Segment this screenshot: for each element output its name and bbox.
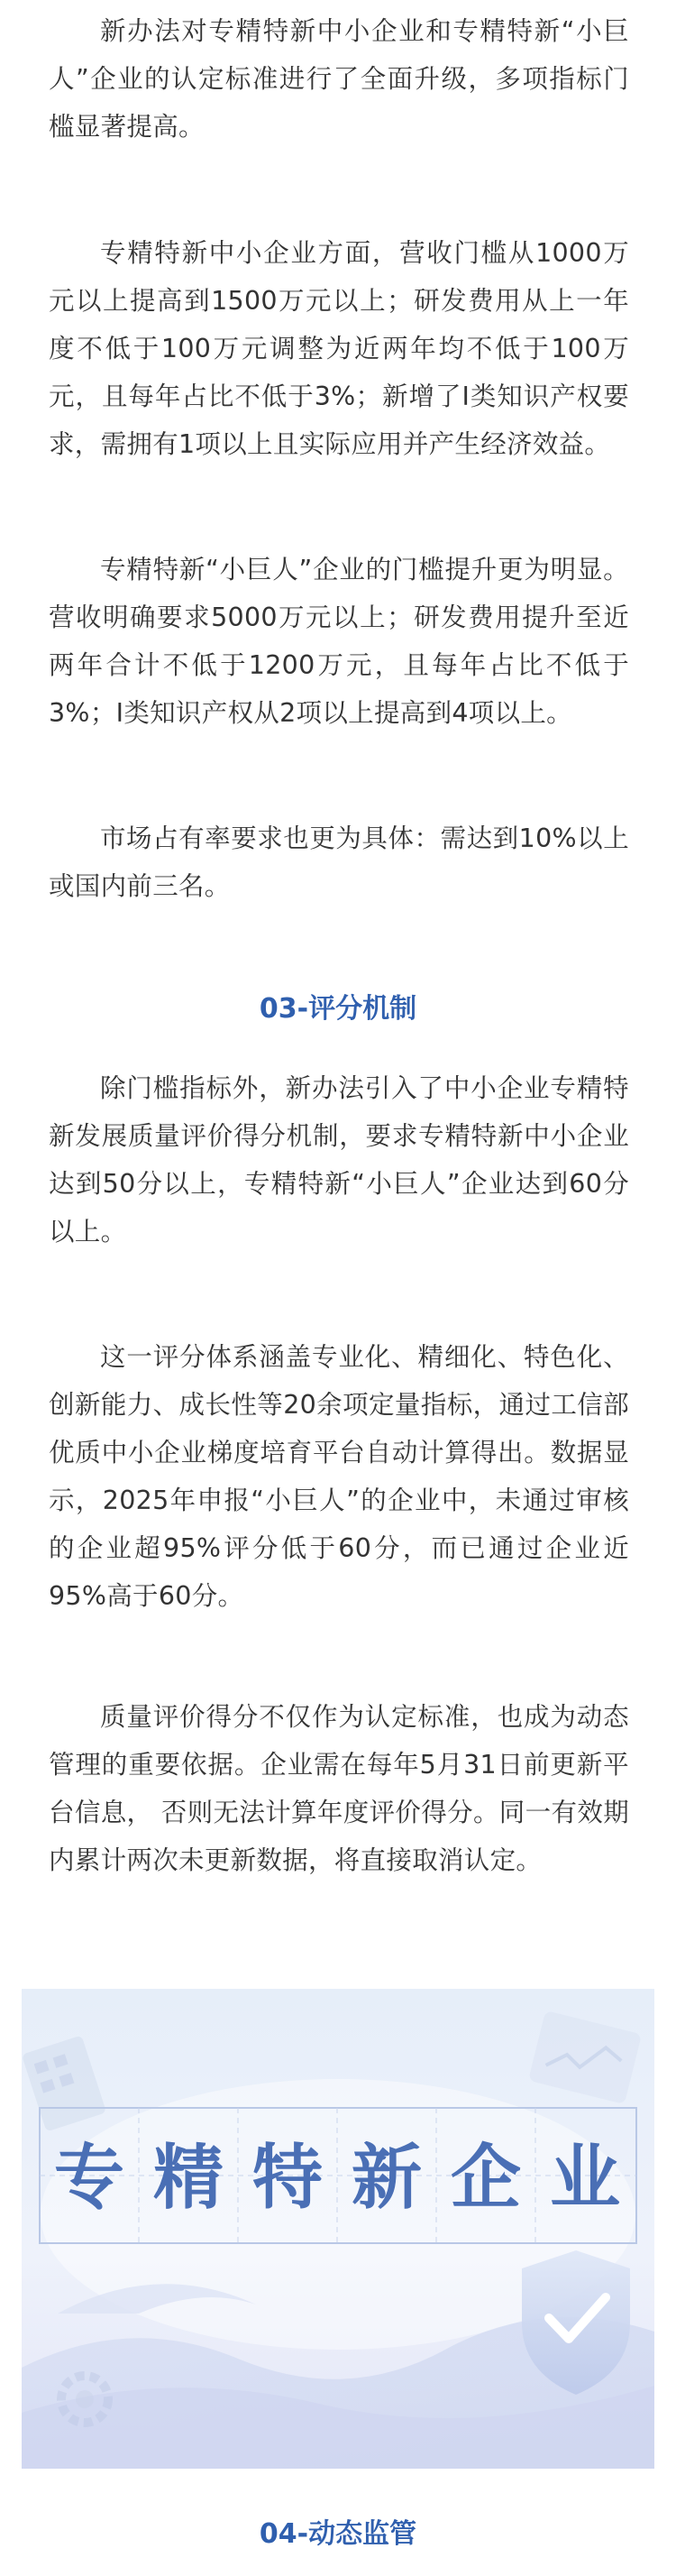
paragraph-dynamic-management: 质量评价得分不仅作为认定标准，也成为动态管理的重要依据。企业需在每年5月31日前更新平台信息， 否则无法计算年度评价得分。同一有效期内累计两次未更新数据，将直接取消认定。 [49, 1702, 629, 1875]
section-heading-scoring: 03-评分机制 [259, 993, 417, 1025]
banner-title-char: 企 [450, 2138, 522, 2219]
paragraph-scoring-system: 这一评分体系涵盖专业化、精细化、特色化、创新能力、成长性等20余项定量指标，通过工信部优质中小企业梯度培育平台自动计算得出。数据显示，2025年申报“小巨人”的企业中，未通过审核的企业超95%评分低于60分，而已通过企业近95%高于60分。 [49, 1342, 629, 1611]
banner-image [22, 1989, 654, 2469]
paragraph-standards-upgrade: 新办法对专精特新中小企业和专精特新“小巨人”企业的认定标准进行了全面升级，多项指标门槛显著提高。 [49, 16, 629, 142]
paragraph-market-share: 市场占有率要求也更为具体：需达到10%以上或国内前三名。 [49, 823, 629, 901]
paragraph-sme-thresholds: 专精特新中小企业方面，营收门槛从1000万元以上提高到1500万元以上；研发费用从上一年度不低于100万元调整为近两年均不低于100万元，且每年占比不低于3%；新增了Ⅰ类知识产权要求，需拥有1项以上且实际应用并产生经济效益。 [49, 238, 629, 459]
banner-title-char: 专 [53, 2138, 125, 2219]
banner-title-char: 新 [351, 2138, 423, 2219]
paragraph-scoring-mechanism: 除门槛指标外，新办法引入了中小企业专精特新发展质量评价得分机制，要求专精特新中小企业达到50分以上，专精特新“小巨人”企业达到60分以上。 [49, 1073, 629, 1247]
paragraph-little-giant-thresholds: 专精特新“小巨人”企业的门槛提升更为明显。营收明确要求5000万元以上；研发费用提升至近两年合计不低于1200万元，且每年占比不低于3%；Ⅰ类知识产权从2项以上提高到4项以上。 [49, 555, 629, 728]
section-heading-monitoring: 04-动态监管 [259, 2518, 417, 2550]
banner-background [22, 1989, 654, 2469]
banner-title-char: 业 [549, 2138, 621, 2219]
banner-title-char: 特 [251, 2138, 324, 2219]
banner-title-char: 精 [152, 2138, 224, 2219]
